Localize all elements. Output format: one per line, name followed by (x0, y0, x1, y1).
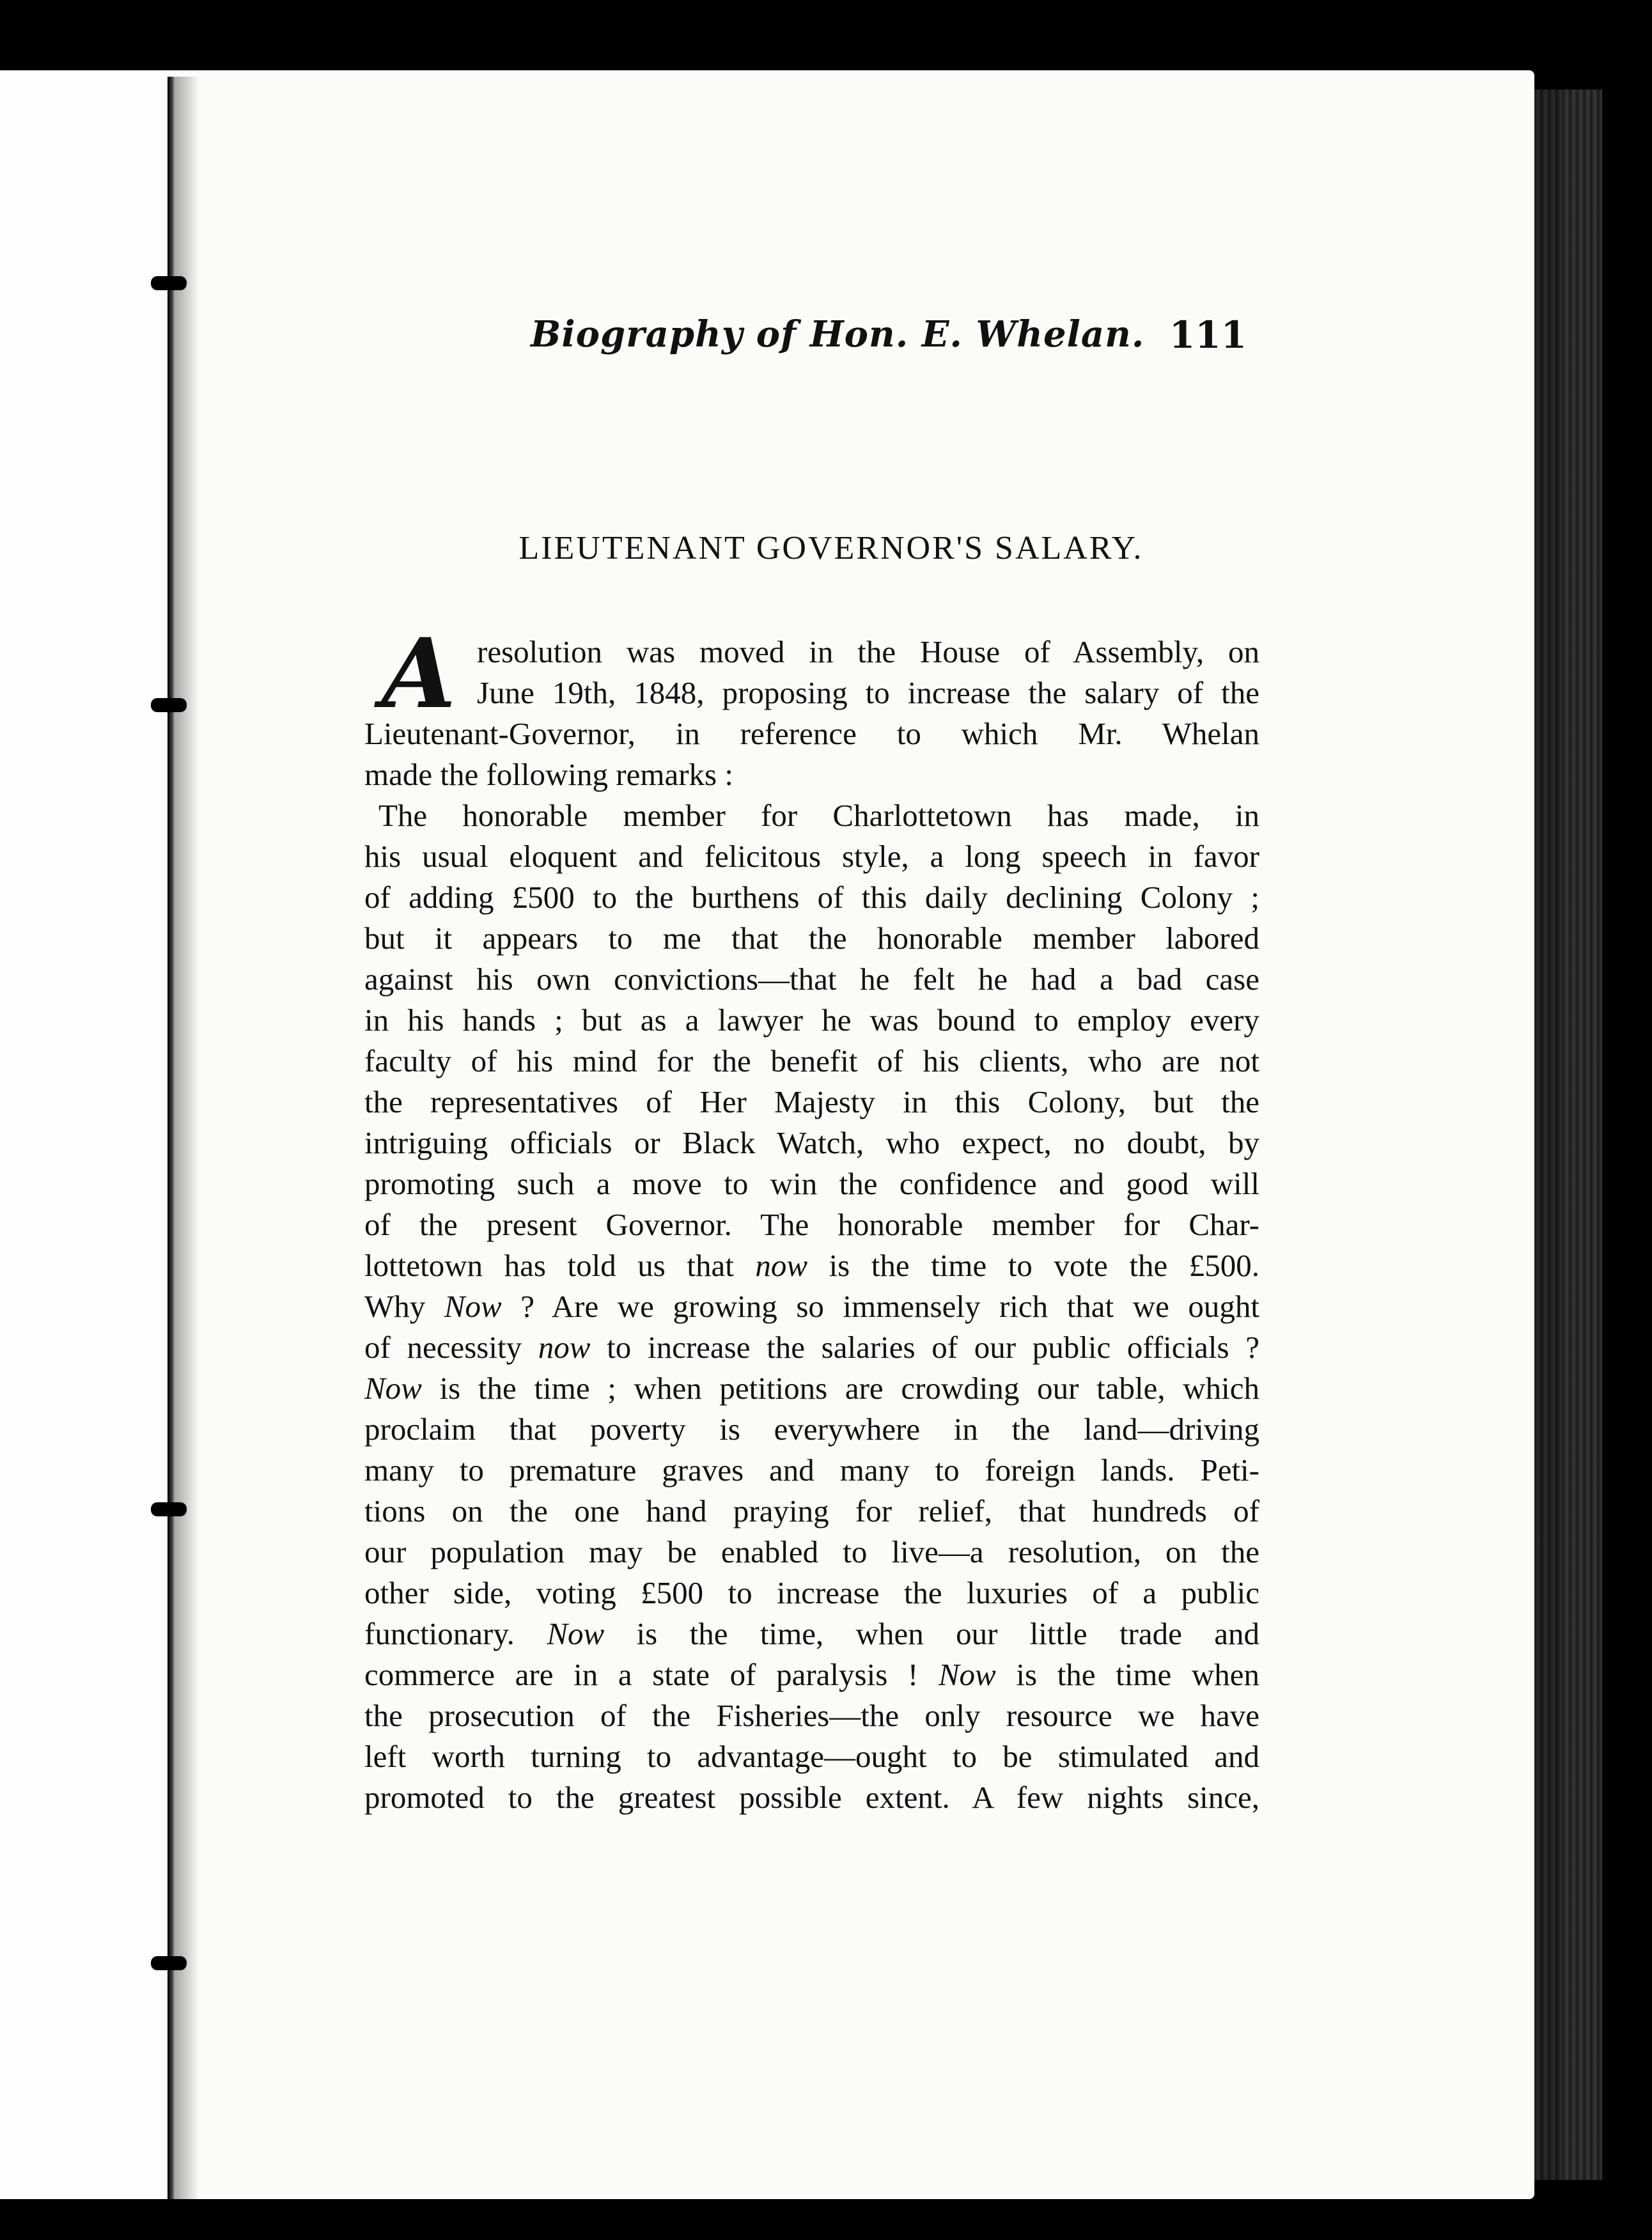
text-line (364, 1614, 1259, 1654)
line-text: against his own convictions—that he felt he had a bad case (364, 961, 1259, 997)
line-text: promoted to the greatest possible extent. A few nights since, (364, 1780, 1259, 1815)
text-line (364, 1532, 1259, 1573)
text-line (364, 1736, 1259, 1777)
section-heading: LIEUTENANT GOVERNOR'S SALARY. (518, 530, 1144, 566)
line-text: resolution was moved in the House of Assembly, on (477, 634, 1259, 669)
text-line (364, 795, 1259, 836)
running-head (531, 313, 1247, 364)
drop-cap: A (381, 618, 456, 730)
page-edges-right (1534, 89, 1564, 2180)
line-text: faculty of his mind for the benefit of his clients, who are not (364, 1043, 1259, 1078)
text-line (364, 1123, 1259, 1163)
text-line (364, 1163, 1259, 1204)
text-line (364, 918, 1259, 959)
line-text: of necessity (364, 1330, 538, 1365)
line-text: Lieutenant-Governor, in reference to which Mr. Whelan (364, 716, 1259, 751)
line-text: to increase the salaries of our public officials ? (590, 1330, 1259, 1365)
binding-stitch (151, 276, 187, 290)
line-text: intriguing officials or Black Watch, who expect, no doubt, by (364, 1125, 1259, 1160)
line-text: The honorable member for Charlottetown has made, in (378, 798, 1259, 833)
text-line (364, 1409, 1259, 1450)
binding-gutter (168, 77, 174, 2199)
text-line (364, 1491, 1259, 1532)
gutter-shadow (174, 77, 199, 2199)
line-text: his usual eloquent and felicitous style, a long speech in favor (364, 839, 1259, 874)
line-text: lottetown has told us that (364, 1248, 756, 1283)
emphasis-text: Now (547, 1616, 605, 1651)
emphasis-text: Now (364, 1371, 422, 1406)
text-line (364, 1695, 1259, 1736)
page-number: 111 (1169, 313, 1247, 357)
text-line (364, 1204, 1259, 1245)
line-text: Why (364, 1289, 444, 1324)
line-text: the prosecution of the Fisheries—the only resource we have (364, 1698, 1259, 1733)
text-line (364, 1245, 1259, 1286)
line-text: functionary. (364, 1616, 547, 1651)
text-line (364, 1450, 1259, 1491)
text-line (364, 1082, 1259, 1123)
text-line (364, 1327, 1259, 1368)
text-line (364, 1041, 1259, 1082)
text-line (364, 1573, 1259, 1614)
line-text: is the time ; when petitions are crowding our table, which (421, 1371, 1259, 1406)
line-text: June 19th, 1848, proposing to increase the salary of the (477, 675, 1259, 710)
line-text: of adding £500 to the burthens of this daily declining Colony ; (364, 880, 1259, 915)
line-text: is the time, when our little trade and (604, 1616, 1259, 1651)
text-line (364, 673, 1259, 713)
emphasis-text: now (538, 1330, 591, 1365)
body-text (364, 618, 1259, 1818)
line-text: commerce are in a state of paralysis ! (364, 1657, 939, 1692)
line-text: is the time when (995, 1657, 1259, 1692)
drop-cap-letter (364, 618, 473, 730)
facing-page-strip (0, 70, 168, 2199)
text-line (364, 1286, 1259, 1327)
line-text: made the following remarks : (364, 757, 733, 792)
line-text: other side, voting £500 to increase the luxuries of a public (364, 1575, 1259, 1610)
text-line (364, 713, 1259, 754)
line-text: our population may be enabled to live—a resolution, on the (364, 1534, 1259, 1569)
line-text: proclaim that poverty is everywhere in the land—driving (364, 1412, 1259, 1447)
line-text: is the time to vote the £500. (807, 1248, 1259, 1283)
line-text: of the present Governor. The honorable member for Char- (364, 1207, 1259, 1242)
line-text: tions on the one hand praying for relief, that hundreds of (364, 1493, 1259, 1528)
text-line (364, 632, 1259, 673)
text-line (364, 1000, 1259, 1041)
text-line (364, 877, 1259, 918)
line-text: in his hands ; but as a lawyer he was bound to employ every (364, 1002, 1259, 1038)
line-text: ? Are we growing so immensely rich that we ought (501, 1289, 1259, 1324)
text-line (364, 1368, 1259, 1409)
binding-stitch (151, 698, 187, 712)
line-text: promoting such a move to win the confidence and good will (364, 1166, 1259, 1201)
binding-stitch (151, 1956, 187, 1970)
line-text: left worth turning to advantage—ought to be stimulated and (364, 1739, 1259, 1774)
emphasis-text: now (755, 1248, 808, 1283)
text-line (364, 1654, 1259, 1695)
binding-stitch (151, 1502, 187, 1516)
text-line (364, 1777, 1259, 1818)
running-head-title: Biography of Hon. E. Whelan. (531, 313, 1145, 355)
line-text: the representatives of Her Majesty in this Colony, but the (364, 1084, 1259, 1119)
emphasis-text: Now (938, 1657, 996, 1692)
line-text: many to premature graves and many to foreign lands. Peti- (364, 1452, 1259, 1488)
text-line (364, 754, 1259, 795)
emphasis-text: Now (444, 1289, 502, 1324)
page-edges-outer (1564, 89, 1602, 2180)
text-line (364, 959, 1259, 1000)
text-line (364, 836, 1259, 877)
line-text: but it appears to me that the honorable member labored (364, 921, 1259, 956)
